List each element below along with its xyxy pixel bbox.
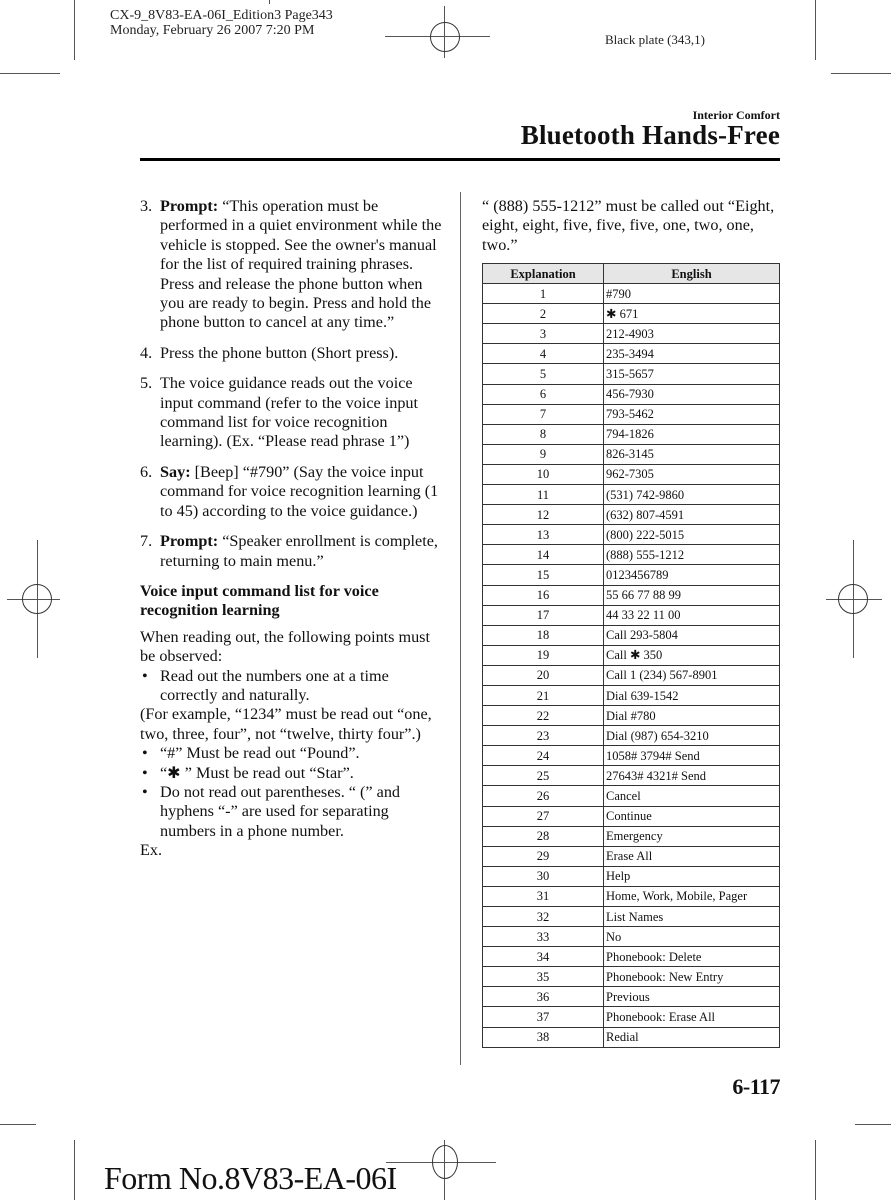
table-row	[483, 424, 780, 444]
table-row	[483, 525, 780, 545]
cell-explanation: 35	[483, 967, 604, 987]
crop-mark-top-right-horizontal	[831, 73, 891, 74]
step-number: 4.	[140, 343, 153, 362]
cell-explanation: 29	[483, 846, 604, 866]
cell-english: #790	[604, 284, 780, 304]
cell-explanation: 24	[483, 746, 604, 766]
form-number: Form No.8V83-EA-06I	[104, 1160, 397, 1196]
table-row	[483, 605, 780, 625]
cell-english: Phonebook: Erase All	[604, 1007, 780, 1027]
cell-english: List Names	[604, 907, 780, 927]
cell-english: Phonebook: Delete	[604, 947, 780, 967]
step-text: “Speaker enrollment is complete, returning to main menu.”	[160, 532, 438, 570]
cell-explanation: 18	[483, 625, 604, 645]
cell-english: Call 293-5804	[604, 625, 780, 645]
cell-english: 315-5657	[604, 364, 780, 384]
cell-english: Erase All	[604, 846, 780, 866]
cell-explanation: 13	[483, 525, 604, 545]
cell-explanation: 22	[483, 706, 604, 726]
cell-explanation: 2	[483, 304, 604, 324]
cell-explanation: 31	[483, 886, 604, 906]
table-row	[483, 505, 780, 525]
crop-mark-top-right-vertical	[815, 0, 816, 60]
step-number: 3.	[140, 197, 153, 215]
cell-english: Dial 639-1542	[604, 685, 780, 705]
cell-explanation: 9	[483, 444, 604, 464]
cell-explanation: 4	[483, 344, 604, 364]
step-3	[140, 197, 445, 333]
table-row	[483, 284, 780, 304]
cell-english: Previous	[604, 987, 780, 1007]
table-row	[483, 786, 780, 806]
table-row	[483, 987, 780, 1007]
cell-explanation: 32	[483, 907, 604, 927]
crop-mark-bottom-right-horizontal	[855, 1124, 891, 1125]
table-row	[483, 344, 780, 364]
cell-english: 793-5462	[604, 404, 780, 424]
step-text: Press the phone button (Short press).	[160, 343, 399, 362]
crop-mark-top-left-vertical	[74, 0, 75, 60]
table-row	[483, 464, 780, 484]
cell-explanation: 14	[483, 545, 604, 565]
table-row	[483, 846, 780, 866]
table-row	[483, 404, 780, 424]
cell-english: ✱ 671	[604, 304, 780, 324]
cell-explanation: 16	[483, 585, 604, 605]
cell-explanation: 12	[483, 505, 604, 525]
crop-mark-bottom-right-vertical	[815, 1140, 816, 1200]
column-divider	[460, 192, 461, 1065]
cell-english: Call ✱ 350	[604, 645, 780, 665]
table-row	[483, 826, 780, 846]
cell-explanation: 30	[483, 866, 604, 886]
section-subheading: Voice input command list for voice recognition learning	[140, 581, 379, 620]
table-row	[483, 1027, 780, 1047]
cell-english: Phonebook: New Entry	[604, 967, 780, 987]
table-row	[483, 625, 780, 645]
column-header-english: English	[604, 264, 780, 284]
column-header-explanation: Explanation	[483, 264, 604, 284]
table-row	[483, 706, 780, 726]
cell-explanation: 17	[483, 605, 604, 625]
cell-english: Help	[604, 866, 780, 886]
cell-english: 0123456789	[604, 565, 780, 585]
cell-english: 27643# 4321# Send	[604, 766, 780, 786]
cell-explanation: 6	[483, 384, 604, 404]
cell-english: No	[604, 927, 780, 947]
cell-english: Continue	[604, 806, 780, 826]
cell-english: 44 33 22 11 00	[604, 605, 780, 625]
step-text: [Beep] “#790” (Say the voice input command for voice recognition learning (1 to 45) according to the voice guidance.)	[160, 462, 439, 520]
cell-explanation: 23	[483, 726, 604, 746]
table-row	[483, 806, 780, 826]
step-lead: Say:	[160, 462, 191, 481]
cell-english: Dial (987) 654-3210	[604, 726, 780, 746]
crop-mark-bottom-left-vertical	[74, 1140, 75, 1200]
cell-english: (800) 222-5015	[604, 525, 780, 545]
table-row	[483, 746, 780, 766]
step-number: 6.	[140, 462, 153, 481]
table-row	[483, 585, 780, 605]
cell-explanation: 5	[483, 364, 604, 384]
cell-english: 1058# 3794# Send	[604, 746, 780, 766]
step-5	[140, 374, 445, 452]
right-column-intro: “ (888) 555-1212” must be called out “Eight, eight, eight, five, five, five, one, two, one, two.”	[482, 197, 775, 254]
cell-english: 55 66 77 88 99	[604, 585, 780, 605]
crop-mark-top-center-tick	[269, 0, 270, 4]
cell-explanation: 15	[483, 565, 604, 585]
crop-mark-bottom-left-horizontal	[0, 1124, 36, 1125]
table-header-row	[483, 264, 780, 284]
step-7	[140, 532, 445, 571]
title-rule	[140, 158, 780, 161]
step-number: 5.	[140, 374, 153, 393]
cell-explanation: 8	[483, 424, 604, 444]
bullet-item: • “✱ ” Must be read out “Star”.	[142, 763, 354, 782]
cell-english: Cancel	[604, 786, 780, 806]
page-number: 6-117	[732, 1074, 780, 1099]
cell-english: Dial #780	[604, 706, 780, 726]
page-title: Bluetooth Hands-Free	[520, 120, 780, 150]
cell-explanation: 21	[483, 685, 604, 705]
table-row	[483, 685, 780, 705]
cell-english: 456-7930	[604, 384, 780, 404]
cell-explanation: 26	[483, 786, 604, 806]
cell-explanation: 11	[483, 485, 604, 505]
table-row	[483, 927, 780, 947]
step-lead: Prompt:	[160, 197, 219, 215]
cell-english: Emergency	[604, 826, 780, 846]
bullet-icon: •	[142, 782, 148, 801]
cell-english: 212-4903	[604, 324, 780, 344]
table-row	[483, 545, 780, 565]
example-note: (For example, “1234” must be read out “one, two, three, four”, not “twelve, thirty four”.)	[140, 705, 432, 743]
intro-paragraph: When reading out, the following points must be observed:	[140, 627, 430, 666]
bullet-icon: •	[142, 744, 148, 763]
cell-explanation: 20	[483, 665, 604, 685]
table-row	[483, 324, 780, 344]
table-row	[483, 766, 780, 786]
table-row	[483, 907, 780, 927]
voice-command-table	[482, 263, 780, 1048]
cell-english: (531) 742-9860	[604, 485, 780, 505]
cell-explanation: 28	[483, 826, 604, 846]
step-4	[140, 344, 445, 363]
plate-label: Black plate (343,1)	[605, 32, 705, 47]
table-row	[483, 645, 780, 665]
print-slug	[110, 8, 333, 38]
cell-english: (632) 807-4591	[604, 505, 780, 525]
step-number: 7.	[140, 532, 153, 551]
step-text: “This operation must be performed in a quiet environment while the vehicle is stopped. See the owner's manual for the list of required training phrases. Press and release the phone button when you are ready to begin. Press and hold the phone button to cancel at any time.”	[160, 197, 442, 332]
cell-english: 235-3494	[604, 344, 780, 364]
bullet-item: • “#” Must be read out “Pound”.	[142, 744, 360, 763]
step-lead: Prompt:	[160, 532, 219, 551]
table-row	[483, 304, 780, 324]
crop-mark-top-left-horizontal	[0, 73, 60, 74]
cell-english: (888) 555-1212	[604, 545, 780, 565]
bullet-item: • Do not read out parentheses. “ (” and hyphens “-” are used for separating numbers in a phone number.	[142, 782, 401, 840]
table-row	[483, 565, 780, 585]
cell-explanation: 1	[483, 284, 604, 304]
cell-explanation: 10	[483, 464, 604, 484]
table-row	[483, 726, 780, 746]
table-row	[483, 384, 780, 404]
section-label: Interior Comfort	[692, 108, 780, 122]
print-slug-file: CX-9_8V83-EA-06I_Edition3 Page343	[110, 8, 333, 23]
table-row	[483, 444, 780, 464]
cell-english: 794-1826	[604, 424, 780, 444]
step-6	[140, 463, 445, 521]
cell-explanation: 33	[483, 927, 604, 947]
ex-label: Ex.	[140, 841, 163, 860]
table-row	[483, 967, 780, 987]
print-slug-date: Monday, February 26 2007 7:20 PM	[110, 23, 315, 38]
table-row	[483, 1007, 780, 1027]
step-text: The voice guidance reads out the voice input command (refer to the voice input command list for voice recognition learning). (Ex. “Please read phrase 1”)	[160, 374, 419, 451]
bullet-icon: •	[142, 666, 148, 685]
cell-explanation: 25	[483, 766, 604, 786]
bullet-item: • Read out the numbers one at a time correctly and naturally.	[142, 666, 389, 704]
table-row	[483, 886, 780, 906]
cell-explanation: 38	[483, 1027, 604, 1047]
cell-explanation: 36	[483, 987, 604, 1007]
bullet-icon: •	[142, 763, 148, 782]
cell-english: Home, Work, Mobile, Pager	[604, 886, 780, 906]
cell-explanation: 19	[483, 645, 604, 665]
table-row	[483, 947, 780, 967]
table-row	[483, 665, 780, 685]
table-row	[483, 866, 780, 886]
cell-english: 962-7305	[604, 464, 780, 484]
cell-explanation: 27	[483, 806, 604, 826]
table-row	[483, 364, 780, 384]
cell-explanation: 3	[483, 324, 604, 344]
table-row	[483, 485, 780, 505]
cell-explanation: 34	[483, 947, 604, 967]
cell-explanation: 7	[483, 404, 604, 424]
cell-explanation: 37	[483, 1007, 604, 1027]
cell-english: 826-3145	[604, 444, 780, 464]
left-column	[140, 197, 445, 861]
cell-english: Redial	[604, 1027, 780, 1047]
cell-english: Call 1 (234) 567-8901	[604, 665, 780, 685]
